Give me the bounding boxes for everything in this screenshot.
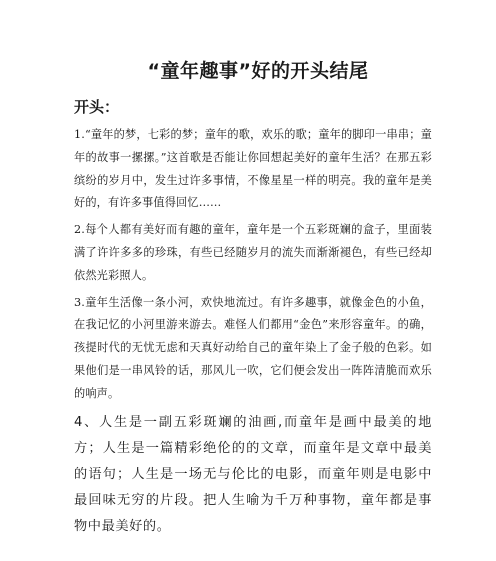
section-heading-opening: 开头： xyxy=(74,98,120,116)
document-title: “童年趣事”好的开头结尾 xyxy=(147,60,369,82)
paragraph-1: 1.“童年的梦，七彩的梦；童年的歌，欢乐的歌；童年的脚印一串串；童年的故事一摞摞。”这首歌是否能让你回想起美好的童年生活？在那五彩缤纷的岁月中，发生过许多事情，不像星星一样的明亮。我的童年是美好的，有许多事值得回忆…… xyxy=(74,128,432,210)
paragraph-4: 4、人生是一副五彩斑斓的油画,而童年是画中最美的地方；人生是一篇精彩绝伦的的文章，而童年是文章中最美的语句；人生是一场无与伦比的电影，而童年则是电影中最回味无穷的片段。把人生喻为千万种事物，童年都是事物中最美好的。 xyxy=(74,414,432,534)
paragraph-3: 3.童年生活像一条小河，欢快地流过。有许多趣事，就像金色的小鱼，在我记忆的小河里游来游去。难怪人们都用“金色”来形容童年。的确，孩提时代的无忧无虑和天真好动给自己的童年染上了金子般的色彩。如果他们是一串风铃的话，那风儿一吹，它们便会发出一阵阵清脆而欢乐的响声。 xyxy=(74,295,432,400)
paragraph-2: 2.每个人都有美好而有趣的童年，童年是一个五彩斑斓的盒子，里面装满了许许多多的珍珠，有些已经随岁月的流失而渐渐褪色，有些已经却依然光彩照人。 xyxy=(74,223,432,282)
